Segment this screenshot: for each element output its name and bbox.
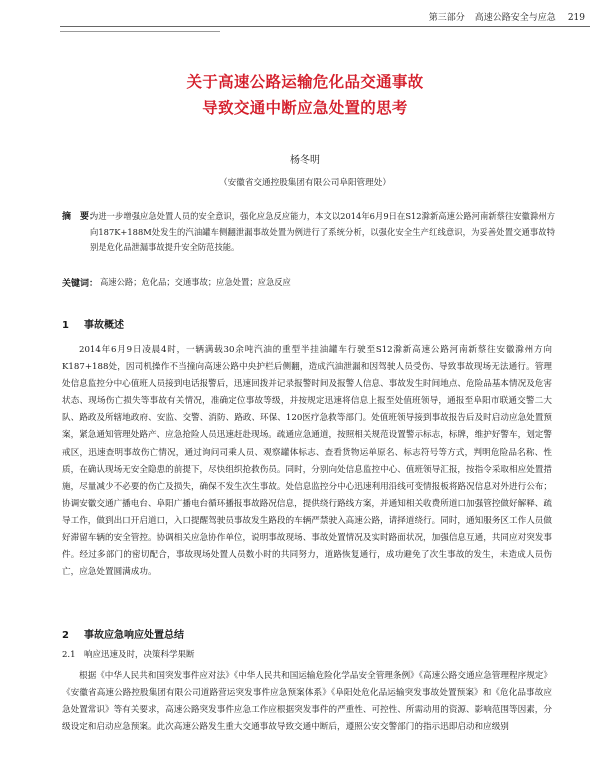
- author: 杨冬明: [290, 155, 320, 166]
- section-1-paragraph: 2014年6月9日凌晨4时，一辆满载30余吨汽油的重型半挂油罐车行驶至S12滁新高速公路河南新蔡往安徽滁州方向K187+188处，因司机操作不当撞向高速公路中央护栏后侧翻，造成汽油泄漏和因驾驶人员受伤、导致事故现场无法通行。管理处信息监控分中心值班人员接到电话报警后，迅速回拨并记录报警时间及报警人信息、事故发生时间地点、危险品基本情况及危害状态、现场伤亡损失等事故有关情况，准确定位事故等级，并按规定迅速将信息上报至处值班领导，通报至阜阳市联通交警二大队、路政及所辖地政府、安监、交警、消防、路政、环保、120医疗急救等部门。处值班领导接到事故报告后及时启动应急处置预案，紧急通知管理处路产、应急抢险人员迅速赶赴现场。疏通应急通道，按照相关规范设置警示标志，标牌，维护好警车，划定警戒区，迅速查明事故伤亡情况，通过询问司乘人员、观察罐体标志、查看货物运单原名、标志符号等方式，判明危险品名称、性质，在确认现场无安全隐患的前提下，尽快组织抢救伤员。同时，分别向处信息监控中心、值班领导汇报，按指令采取相应处置措施，尽量减少不必要的伤亡及损失，确保不发生次生事故。处信息监控分中心迅速利用沿线可变情报板将路况信息对外进行公布；协调安徽交通广播电台、阜阳广播电台循环播报事故路况信息，提供绕行路线方案，并通知相关收费所道口加强管控做好解释、疏导工作，做到出口开启道口，入口提醒驾驶员事故发生路段的车辆严禁驶入高速公路，请择道绕行。同时，通知服务区工作人员做好滞留车辆的安全管控。协调相关应急协作单位，说明事故现场、事故处置情况及实时路面状况，加强信息互通，共同应对突发事件。经过多部门的密切配合，事故现场处置人员数小时的共同努力，道路恢复通行，成功避免了次生事故的发生，未造成人员伤亡，应急处置圆满成功。: [62, 345, 552, 578]
- subsection-number: 2.1: [62, 650, 76, 660]
- article-title-line-2: 导致交通中断应急处置的思考: [202, 99, 408, 117]
- section-1-title: 事故概述: [84, 320, 124, 331]
- header-rule: [60, 26, 590, 27]
- subsection-2-1-heading: [62, 648, 195, 660]
- running-header-topic: 高速公路安全与应急: [474, 13, 556, 23]
- keywords-text: 高速公路；危化品；交通事故；应急处置；应急反应: [100, 277, 291, 287]
- running-header: [360, 10, 585, 23]
- section-1-heading: [62, 316, 124, 331]
- header-rule-secondary: [60, 31, 220, 32]
- abstract-text: 为进一步增强应急处置人员的安全意识，强化应急反应能力，本文以2014年6月9日在S12滁新高速公路河南新蔡往安徽滁州方向187K+188M处发生的汽油罐车侧翻泄漏事故处置为例进行了系统分析，以强化安全生产红线意识，为妥善处置交通事故特别是危化品泄漏事故提升安全防范技能。: [90, 211, 555, 252]
- abstract-label: 摘 要：: [62, 212, 99, 222]
- subsection-title: 响应迅速及时，决策科学果断: [84, 650, 195, 660]
- running-header-part: 第三部分: [428, 13, 465, 23]
- article-title-line-1: 关于高速公路运输危化品交通事故: [186, 73, 424, 91]
- section-2-heading: [62, 626, 184, 641]
- section-2-paragraph: 根据《中华人民共和国突发事件应对法》《中华人民共和国运输危险化学品安全管理条例》《高速公路交通应急管理程序规定》《安徽省高速公路控股集团有限公司道路营运突发事件应急预案体系》《阜阳处危化品运输突发事故处置预案》和《危化品事故应急处置常识》等有关要求，高速公路突发事件应急工作应根据突发事件的严重性、可控性、所需动用的资源、影响范围等因素，分级设定和启动应急预案。此次高速公路发生重大交通事故导致交通中断后，遵照公安交警部门的指示迅即启动和应级别: [62, 671, 552, 733]
- section-2-number: 2: [62, 630, 69, 641]
- section-2-title: 事故应急响应处置总结: [84, 630, 184, 641]
- section-1-number: 1: [62, 320, 69, 331]
- affiliation: （安徽省交通控股集团有限公司阜阳管理处）: [219, 178, 391, 188]
- page-number: 219: [567, 13, 585, 23]
- keywords-label: 关键词：: [62, 279, 99, 289]
